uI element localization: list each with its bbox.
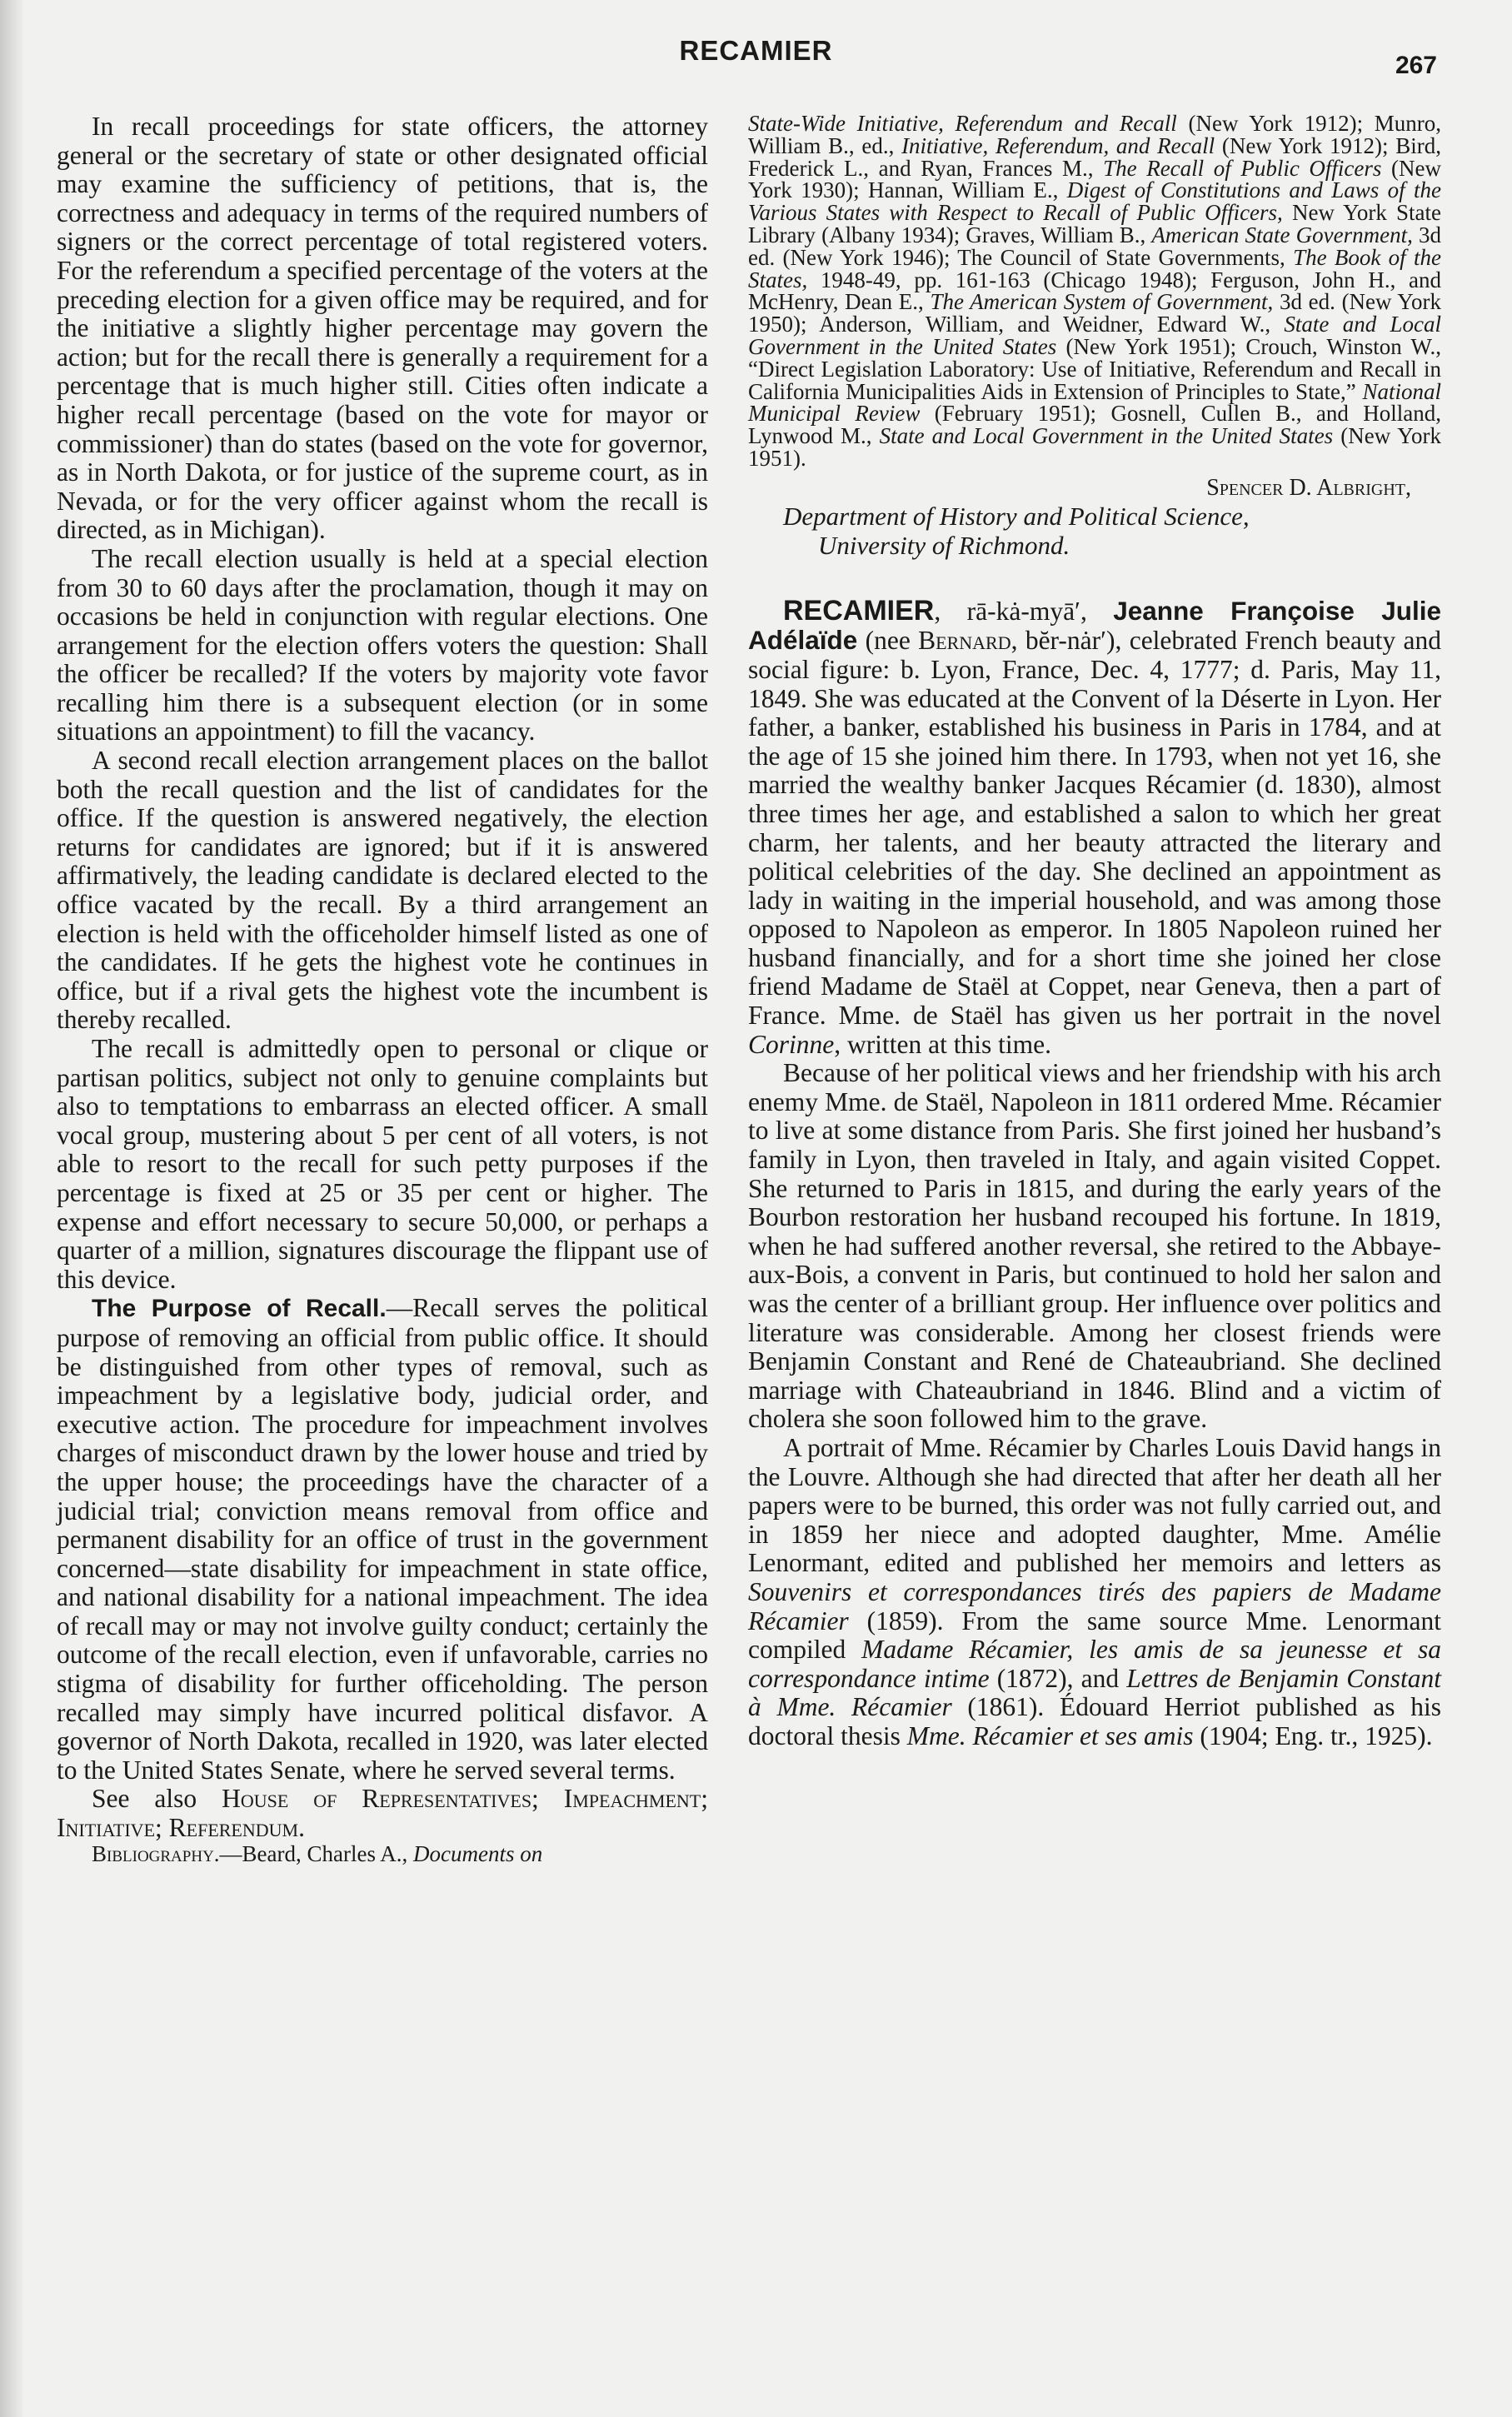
page-number: 267: [1395, 52, 1437, 79]
bib-title: State-Wide Initiative, Referendum and Recall: [748, 111, 1177, 136]
bib-title: Digest of Constitutions and Laws of the Various States with Respect to Recall of Public Officers,: [748, 177, 1442, 226]
bib-text: New York State Library (Albany 1934); Graves, William B.,: [748, 200, 1441, 247]
pronunciation: , rā-kȧ-myā′,: [934, 596, 1114, 626]
right-column: [748, 112, 1441, 1751]
bib-title: National Municipal Review: [748, 378, 1441, 427]
bib-title: State and Local Government in the United States: [879, 423, 1334, 449]
paragraph: [748, 1434, 1441, 1751]
bibliography: [57, 1840, 708, 1866]
novel-title: Corinne: [748, 1029, 835, 1059]
entry-headword: RECAMIER: [783, 594, 935, 627]
nee-prefix: (nee: [857, 626, 919, 656]
affiliation-university: University of Richmond.: [818, 530, 1070, 560]
bib-text: (New York 1912); Munro, William B., ed.,: [748, 111, 1441, 158]
bibliography-text: —Beard, Charles A.,: [219, 1840, 413, 1866]
work-title: Lettres de Benjamin Constant à Mme. Récamier: [748, 1663, 1441, 1722]
bib-title: State and Local Government in the United States: [748, 312, 1441, 359]
section-heading: The Purpose of Recall.: [92, 1295, 387, 1323]
paragraph: The recall is admittedly open to personal or clique or partisan politics, subject not only to genuine complaints but also to temptations to embarrass an elected officer. A small vocal group, mustering about 5 per cent of all voters, is not able to resort to the recall for such petty purposes if the percentage is fixed at 25 or 35 per cent or higher. The expense and effort necessary to secure 50,000, or perhaps a quarter of a million, signatures discourage the flippant use of this device.: [57, 1034, 708, 1294]
entry-text: A portrait of Mme. Récamier by Charles Louis David hangs in the Louvre. Although she had directed that after her death all her papers were to be burned, this order was not fully carried out, and in 1859 her niece and adopted daughter, Mme. Amélie Lenormant, edited and published her memoirs and letters as: [748, 1432, 1441, 1578]
maiden-name: Bernard: [918, 626, 1011, 656]
paragraph: In recall proceedings for state officers, the attorney general or the secretary of state or other designated official may examine the sufficiency of petitions, that is, the correctness and adequacy in terms of the required numbers of signers or the correct percentage of total registered voters. For the referendum a specified percentage of the voters at the preceding election for a given office may be required, and for the initiative a slightly higher percentage may govern the action; but for the recall there is generally a requirement for a percentage that is much higher still. Cities often indicate a higher recall percentage (based on the vote for mayor or commissioner) than do states (based on the vote for governor, as in North Dakota, or for justice of the supreme court, as in Nevada, or for the very officer against whom the recall is directed, as in Michigan).: [57, 112, 708, 545]
entry-text: (1861). Édouard Herriot published as his doctoral thesis: [748, 1692, 1441, 1750]
bib-text: 3d ed. (New York 1950); Anderson, William, and Weidner, Edward W.,: [748, 289, 1441, 337]
bib-title: The American System of Government,: [930, 289, 1274, 315]
paragraph: Because of her political views and her friendship with his arch enemy Mme. de Staël, Napoleon in 1811 ordered Mme. Récamier to live at some distance from Paris. She first joined her husband’s family in Lyon, then traveled in Italy, and again visited Coppet. She returned to Paris in 1815, and during the early years of the Bourbon restoration her husband recouped his fortune. In 1819, when he had suffered another reversal, she retired to the Abbaye-aux-Bois, a convent in Paris, but continued to hold her salon and was the center of a brilliant group. Her influence over politics and literature was considerable. Among her closest friends were Benjamin Constant and René de Chateaubriand. She declined marriage with Chateaubriand in 1846. Blind and a victim of cholera she soon followed him to the grave.: [748, 1058, 1441, 1434]
entry-text: , bĕr-nȧr′), celebrated French beauty and social figure: b. Lyon, France, Dec. 4, 1777; d. Paris, May 11, 1849. She was educated at the Convent of la Déserte in Lyon. Her father, a banker, established his business in Paris in 1784, and at the age of 15 she joined him there. In 1793, when not yet 16, she married the wealthy banker Jacques Récamier (d. 1830), almost three times her age, and established a salon to which her great charm, her talents, and her beauty attracted the literary and political celebrities of the day. She declined an appointment as lady in waiting in the imperial household, and was among those opposed to Napoleon as emperor. In 1805 Napoleon ruined her husband financially, and for a short time she joined her close friend Madame de Staël at Coppet, near Geneva, then a part of France. Mme. de Staël has given us her portrait in the novel: [748, 626, 1442, 1031]
cross-references: House of Representatives; Impeachment; Initiative; Referendum.: [57, 1784, 708, 1843]
see-also: [57, 1785, 708, 1842]
work-title: Mme. Récamier et ses amis: [906, 1720, 1194, 1750]
paragraph: A second recall election arrangement places on the ballot both the recall question and the list of candidates for the office. If the question is answered negatively, the election returns for candidates are ignored; but if it is answered affirmatively, the leading candidate is declared elected to the office vacated by the recall. By a third arrangement an election is held with the officeholder himself listed as one of the candidates. If he gets the highest vote he continues in office, but if a rival gets the highest vote the incumbent is thereby recalled.: [57, 746, 708, 1035]
entry-text: (1859). From the same source Mme. Lenormant compiled: [748, 1606, 1441, 1665]
given-names: Jeanne Françoise Julie Adélaïde: [748, 595, 1441, 656]
bib-text: (New York 1951); Crouch, Winston W., “Direct Legislation Laboratory: Use of Initiative, Referendum and Recall in California Municipalities Aids in Extension of Principles to State,”: [748, 333, 1441, 404]
bibliography-label: Bibliography.: [92, 1840, 220, 1866]
left-column: [57, 112, 708, 1865]
bib-text: 3d ed. (New York 1946); The Council of State Governments,: [748, 222, 1441, 270]
recamier-entry: [748, 594, 1442, 1060]
bib-title: American State Government,: [1151, 222, 1413, 247]
bib-text: (New York 1951).: [748, 423, 1441, 471]
work-title: Souvenirs et correspondances tirés des papiers de Madame Récamier: [748, 1576, 1441, 1635]
bibliography-title: Documents on: [413, 1840, 543, 1866]
entry-text: (1904; Eng. tr., 1925).: [1193, 1720, 1433, 1750]
entry-text: , written at this time.: [834, 1029, 1051, 1059]
bib-text: (New York 1912); Bird, Frederick L., and Ryan, Frances M.,: [748, 132, 1441, 181]
paragraph: The recall election usually is held at a special election from 30 to 60 days after the proclamation, though it may on occasions be held in conjunction with regular elections. One arrangement for the election offers voters the question: Shall the officer be recalled? If the voters by majority vote favor recalling him there is a subsequent election (or in some situations an appointment) to fill the vacancy.: [57, 543, 708, 747]
bib-title: Initiative, Referendum, and Recall: [901, 132, 1215, 158]
bib-text: (February 1951); Gosnell, Cullen B., and Holland, Lynwood M.,: [748, 401, 1441, 449]
author-signature: Spencer D. Albright,: [1206, 474, 1411, 501]
running-title: RECAMIER: [679, 35, 833, 66]
author-affiliation: [748, 502, 1441, 560]
bib-title: The Book of the States,: [748, 244, 1441, 292]
entry-text: (1872), and: [989, 1663, 1127, 1693]
work-title: Madame Récamier, les amis de sa jeunesse et sa correspondance intime: [748, 1635, 1442, 1693]
bibliography-continued: [748, 112, 1441, 470]
bib-title: The Recall of Public Officers: [1103, 155, 1382, 181]
purpose-section: [57, 1294, 708, 1785]
bib-text: (New York 1930); Hannan, William E.,: [748, 155, 1441, 203]
affiliation-department: Department of History and Political Science,: [783, 501, 1250, 531]
section-text: —Recall serves the political purpose of removing an official from public office. It should be distinguished from other types of removal, such as impeachment by a legislative body, judicial order, and executive action. The procedure for impeachment involves charges of misconduct drawn by the lower house and tried by the upper house; the proceedings have the character of a judicial trial; conviction means removal from office and permanent disability for an office of trust in the government concerned—state disability for impeachment in state office, and national disability for a national impeachment. The idea of recall may or may not involve guilty conduct; certainly the outcome of the recall election, even if unfavorable, carries no stigma of disability for further officeholding. The person recalled may simply have incurred political disfavor. A governor of North Dakota, recalled in 1920, was later elected to the United States Senate, where he served several terms.: [57, 1293, 708, 1785]
page-gutter-shadow: [0, 0, 23, 2417]
bib-text: 1948-49, pp. 161-163 (Chicago 1948); Ferguson, John H., and McHenry, Dean E.,: [748, 267, 1441, 315]
see-also-prefix: See also: [92, 1784, 222, 1814]
